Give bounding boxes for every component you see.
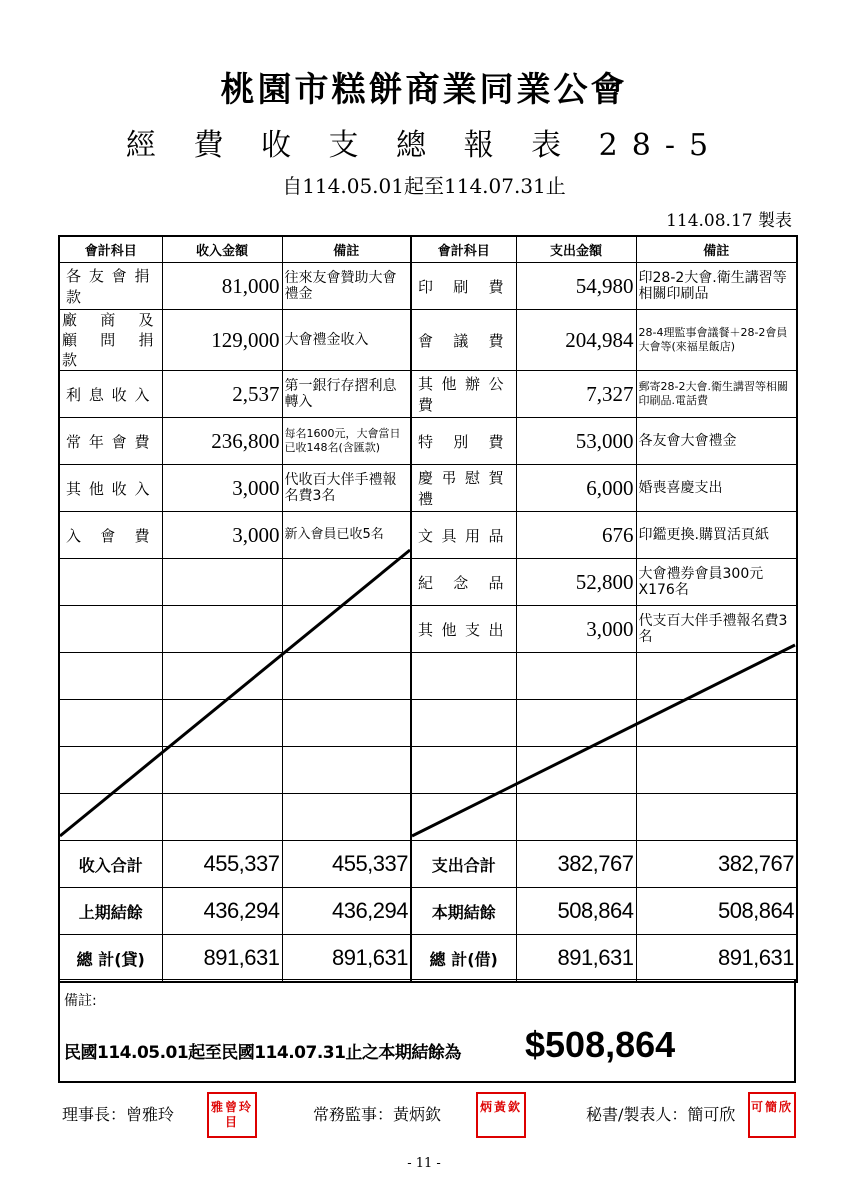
income-account: 常年會費 [59,418,162,465]
table-row [59,559,797,606]
empty-cell [411,700,516,747]
current-balance-amount: 508,864 [516,888,636,935]
empty-cell [636,747,797,794]
table-row [59,606,797,653]
income-note: 第一銀行存摺利息轉入 [282,371,411,418]
income-note: 新入會員已收5名 [282,512,411,559]
income-amount: 81,000 [162,263,282,310]
empty-cell [282,606,411,653]
expense-account: 其他辦公費 [411,371,516,418]
grand-total-row [59,935,797,983]
table-row [59,747,797,794]
income-amount: 129,000 [162,310,282,371]
expense-note: 代支百大伴手禮報名費3名 [636,606,797,653]
table-row [59,310,797,371]
empty-cell [636,794,797,841]
chairman-signature: 理事長：曾雅玲 [62,1105,175,1124]
empty-cell [162,700,282,747]
header-income-amount: 收入金額 [162,236,282,263]
secretary-seal: 可簡欣 [748,1092,796,1138]
report-title: 經 費 收 支 總 報 表 28-5 [125,128,723,163]
balance-row [59,888,797,935]
income-note: 往來友會贊助大會禮金 [282,263,411,310]
grand-total-debit-amount: 891,631 [516,935,636,983]
income-account: 各友會捐款 [59,263,162,310]
expense-total-amount: 382,767 [516,841,636,888]
table-row [59,418,797,465]
empty-cell [282,747,411,794]
empty-cell [59,747,162,794]
expense-account: 其他支出 [411,606,516,653]
remark-label: 備註: [64,993,97,1009]
empty-cell [282,794,411,841]
supervisor-signature: 常務監事：黃炳欽 [313,1105,442,1124]
expense-account: 文具用品 [411,512,516,559]
remarks-box [58,979,796,1083]
table-row [59,653,797,700]
expense-account: 會 議 費 [411,310,516,371]
empty-cell [162,747,282,794]
expense-note: 印鑑更換.購買活頁紙 [636,512,797,559]
expense-note: 印28-2大會.衛生講習等相關印刷品 [636,263,797,310]
empty-cell [162,606,282,653]
grand-total-debit-label: 總 計(借) [411,935,516,983]
totals-row [59,841,797,888]
income-amount: 3,000 [162,512,282,559]
income-account-line1: 廠 商 及 [62,311,160,329]
expense-account: 印 刷 費 [411,263,516,310]
page-number: - 11 - [407,1156,441,1171]
empty-cell [516,653,636,700]
expense-note: 28-4理監事會議餐＋28-2會員大會等(來福星飯店) [636,310,797,371]
empty-cell [282,559,411,606]
expense-amount: 676 [516,512,636,559]
secretary-signature: 秘書/製表人：簡可欣 [586,1105,736,1124]
made-date: 114.08.17 製表 [666,211,792,231]
income-total-label: 收入合計 [59,841,162,888]
income-note: 代收百大伴手禮報名費3名 [282,465,411,512]
expense-amount: 53,000 [516,418,636,465]
expense-account: 特 別 費 [411,418,516,465]
empty-cell [516,700,636,747]
expense-total-amount-note: 382,767 [636,841,797,888]
income-account: 入 會 費 [59,512,162,559]
table-row [59,512,797,559]
empty-cell [59,606,162,653]
grand-total-debit-amount-note: 891,631 [636,935,797,983]
empty-cell [162,653,282,700]
report-period: 自114.05.01起至114.07.31止 [282,174,566,198]
expense-amount: 52,800 [516,559,636,606]
empty-cell [282,700,411,747]
previous-balance-label: 上期結餘 [59,888,162,935]
income-note: 大會禮金收入 [282,310,411,371]
income-amount: 236,800 [162,418,282,465]
expense-total-label: 支出合計 [411,841,516,888]
expense-note: 各友會大會禮金 [636,418,797,465]
income-total-amount: 455,337 [162,841,282,888]
table-header-row [59,236,797,263]
current-balance-amount-note: 508,864 [636,888,797,935]
empty-cell [59,559,162,606]
income-account: 利息收入 [59,371,162,418]
empty-cell [516,747,636,794]
income-account [59,310,162,371]
income-note: 每名1600元，大會當日已收148名(含匯款) [282,418,411,465]
income-account-line2: 顧 問 捐 款 [62,331,160,369]
expense-note: 婚喪喜慶支出 [636,465,797,512]
empty-cell [636,653,797,700]
empty-cell [636,700,797,747]
table-row [59,371,797,418]
balance-summary-amount: $508,864 [525,1024,676,1065]
org-title: 桃園市糕餅商業同業公會 [220,70,628,110]
header-expense-account: 會計科目 [411,236,516,263]
empty-cell [282,653,411,700]
empty-cell [411,747,516,794]
header-income-note: 備註 [282,236,411,263]
empty-cell [411,653,516,700]
expense-amount: 204,984 [516,310,636,371]
income-total-amount-note: 455,337 [282,841,411,888]
expense-account: 紀 念 品 [411,559,516,606]
table-row [59,465,797,512]
income-amount: 2,537 [162,371,282,418]
empty-cell [59,700,162,747]
previous-balance-amount-note: 436,294 [282,888,411,935]
current-balance-label: 本期結餘 [411,888,516,935]
table-row [59,794,797,841]
income-amount: 3,000 [162,465,282,512]
expense-note: 郵寄28-2大會.衛生講習等相關印刷品.電話費 [636,371,797,418]
balance-summary-text: 民國114.05.01起至民國114.07.31止之本期結餘為 [64,1043,461,1063]
expense-amount: 3,000 [516,606,636,653]
grand-total-credit-amount: 891,631 [162,935,282,983]
expense-amount: 7,327 [516,371,636,418]
table-row [59,700,797,747]
chairman-seal: 雅曾玲目 [207,1092,257,1138]
empty-cell [59,653,162,700]
supervisor-seal: 炳黃欽 [476,1092,526,1138]
expense-account: 慶弔慰賀禮 [411,465,516,512]
header-income-account: 會計科目 [59,236,162,263]
empty-cell [162,794,282,841]
empty-cell [411,794,516,841]
header-expense-note: 備註 [636,236,797,263]
expense-amount: 6,000 [516,465,636,512]
empty-cell [59,794,162,841]
income-account: 其他收入 [59,465,162,512]
income-expense-table [58,235,798,983]
expense-amount: 54,980 [516,263,636,310]
expense-note: 大會禮券會員300元X176名 [636,559,797,606]
table-row [59,263,797,310]
previous-balance-amount: 436,294 [162,888,282,935]
grand-total-credit-label: 總 計(貸) [59,935,162,983]
grand-total-credit-amount-note: 891,631 [282,935,411,983]
empty-cell [162,559,282,606]
empty-cell [516,794,636,841]
header-expense-amount: 支出金額 [516,236,636,263]
